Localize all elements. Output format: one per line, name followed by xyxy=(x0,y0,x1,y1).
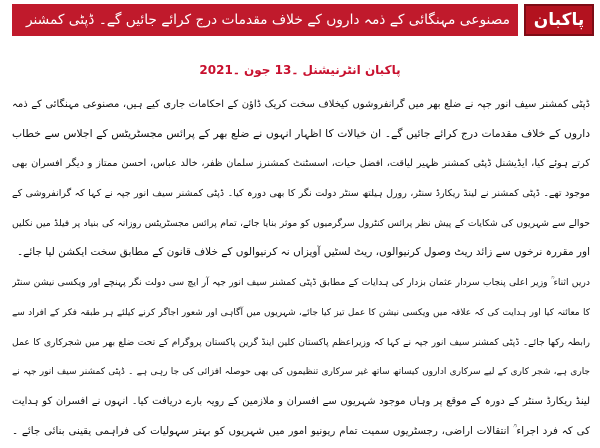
article-line-text: اور مقررہ نرخوں سے زائد ریٹ وصول کرنیوالوں، ریٹ لسٹیں آویزاں نہ کرنیوالوں کے خلاف قانون کے مطابق سخت ایکشن لیا جائے۔ xyxy=(17,246,590,259)
headline-bar xyxy=(12,4,518,36)
article-line-text: موجود تھے۔ ڈپٹی کمشنر نے لینڈ ریکارڈ سنٹر، رورل ہیلتھ سنٹر دولت نگر کا بھی دورہ کیا۔ ڈپٹی کمشنر سیف انور جپہ نے کہا کہ گرانفروشی کے xyxy=(12,188,590,200)
article-line-text: کرتے ہوئے کیا، ایڈیشنل ڈپٹی کمشنر ظہیر لیاقت، افضل حیات، اسسٹنٹ کمشنرز سلمان ظفر، خالد عباس، احسن ممتاز و دیگر افسران بھی xyxy=(12,158,590,170)
article-line-text: داروں کے خلاف مقدمات درج کرائے جائیں گے۔ ان خیالات کا اظہار انہوں نے ضلع بھر کے پرائس مجسٹریٹس کے اجلاس سے خطاب xyxy=(12,126,590,140)
article-line xyxy=(12,266,590,296)
article-line-text: ڈپٹی کمشنر سیف انور جپہ نے ضلع بھر میں گرانفروشوں کیخلاف سخت کریک ڈاؤن کے احکامات جاری کیے ہیں، مصنوعی مہنگائی کے ذمہ xyxy=(12,99,590,110)
article-line xyxy=(12,296,590,326)
article-line xyxy=(12,147,590,177)
article-line xyxy=(12,88,590,118)
article-line-text: جاری ہے، شجر کاری کے لیے سرکاری اداروں کیساتھ ساتھ غیر سرکاری تنظیموں کی بھی حوصلہ افزائی کی جا رہی ہے ۔ ڈپٹی کمشنر سیف انور جپہ نے xyxy=(12,367,590,378)
article-line xyxy=(12,177,590,207)
article-line xyxy=(12,118,590,148)
article-line-text: حوالے سے شہریوں کی شکایات کے پیش نظر پرائس کنٹرول سرگرمیوں کو موثر بنایا جائے، تمام پرائس مجسٹریٹس روزانہ کی بنیاد پر فیلڈ میں نکلیں xyxy=(12,217,590,229)
article-line-text: رابطہ رکھا جائے۔ ڈپٹی کمشنر سیف انور جپہ نے کہا کہ وزیراعظم پاکستان کلین اینڈ گرین پاکستان پروگرام کے تحت ضلع بھر میں شجرکاری کا عمل xyxy=(12,336,590,348)
article-line-text: کی کہ فرد اجراء ؒ انتقالات اراضی، رجسٹریوں سمیت تمام ریونیو امور میں شہریوں کو بہتر سہولیات کی فراہمی یقینی بنائی جائے ۔ xyxy=(12,424,590,437)
dateline: پاکبان انٹرنیشنل ۔13 جون ۔2021 xyxy=(199,63,401,77)
newspaper-logo: پاکبان xyxy=(524,4,594,36)
article-line xyxy=(12,236,590,266)
article-line xyxy=(12,326,590,356)
article-body xyxy=(12,88,590,444)
article-line xyxy=(12,385,590,415)
article-line-text: لینڈ ریکارڈ سنٹر کے دورہ کے موقع پر وہاں موجود شہریوں سے افسران و ملازمین کے رویہ بارے دریافت کیا۔ انہوں نے افسران کو ہدایت xyxy=(12,395,590,407)
headline: مصنوعی مہنگائی کے ذمہ داروں کے خلاف مقدمات درج کرائے جائیں گے۔ ڈپٹی کمشنر xyxy=(25,12,510,28)
article-line xyxy=(12,415,590,445)
article-line-text: کا معائنہ کیا اور ہدایت کی کہ علاقہ میں ویکسی نیشن کا عمل تیز کیا جائے، شہریوں میں آگاہی اور شعور اجاگر کرنے کیلئے ہر طبقہ فکر کے افراد سے xyxy=(12,307,590,318)
article-line xyxy=(12,207,590,237)
article-line xyxy=(12,355,590,385)
article-line-text: دریں اثناء ؒ وزیر اعلی پنجاب سردار عثمان بزدار کی ہدایات کے مطابق ڈپٹی کمشنر سیف انور جپہ آر ایچ سی دولت نگر پہنچے اور ویکسی نیشن سنٹر xyxy=(12,277,590,289)
